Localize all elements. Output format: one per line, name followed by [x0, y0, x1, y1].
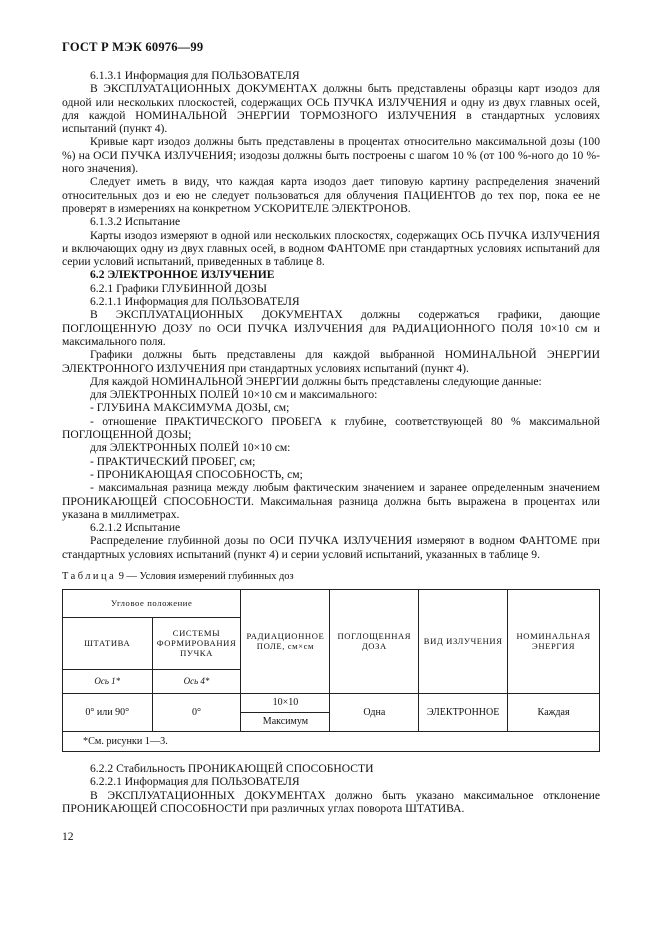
cell-dose: Одна: [330, 693, 419, 731]
header-radiation-field: РАДИАЦИОННОЕ ПОЛЕ, см×см: [241, 589, 330, 693]
paragraph: для ЭЛЕКТРОННЫХ ПОЛЕЙ 10×10 см и максимального:: [90, 388, 378, 402]
section-6-1-3-and-6-2-1: [62, 69, 600, 561]
table-9: [62, 589, 600, 752]
paragraph: - максимальная разница между любым фактическим значением и заранее определенным значением ПРОНИКАЮЩЕЙ СПОСОБНОСТИ. Максимальная разница должна быть выражена в процентах или указана в миллиметрах.: [62, 481, 600, 521]
paragraph: Распределение глубинной дозы по ОСИ ПУЧКА ИЗЛУЧЕНИЯ измеряют в водном ФАНТОМЕ при стандартных условиях испытаний (пункт 4) и серии условий испытаний, указанных в таблице 9.: [62, 534, 600, 561]
section-heading: 6.2.1.1 Информация для ПОЛЬЗОВАТЕЛЯ: [90, 295, 300, 309]
cell-field-max: Максимум: [241, 712, 330, 731]
paragraph: Кривые карт изодоз должны быть представлены в процентах относительно максимальной дозы (100 %) на ОСИ ПУЧКА ИЗЛУЧЕНИЯ; изодозы должны быть построены с шагом 10 % (от 100 %-ного до 10 %-ного значения).: [62, 135, 600, 176]
header-gantry: ШТАТИВА: [63, 617, 153, 669]
header-nominal-energy: НОМИНАЛЬНАЯ ЭНЕРГИЯ: [508, 589, 600, 693]
header-beam-system: СИСТЕМЫ ФОРМИРОВАНИЯ ПУЧКА: [152, 617, 241, 669]
paragraph: Следует иметь в виду, что каждая карта изодоз дает типовую картину распределения значений относительных доз и ею не следует пользоваться для облучения ПАЦИЕНТОВ до тех пор, пока ее не проверят в измерениях на конкретном УСКОРИТЕЛЕ ЭЛЕКТРОНОВ.: [62, 175, 600, 215]
section-heading: 6.2.1 Графики ГЛУБИННОЙ ДОЗЫ: [90, 281, 267, 295]
paragraph: - ПРОНИКАЮЩАЯ СПОСОБНОСТЬ, см;: [90, 467, 303, 481]
paragraph: Графики должны быть представлены для каждой выбранной НОМИНАЛЬНОЙ ЭНЕРГИИ ЭЛЕКТРОННОГО ИЗЛУЧЕНИЯ при стандартных условиях испытаний (пункт 4).: [62, 348, 600, 375]
table-caption: [62, 571, 600, 582]
cell-radiation-type: ЭЛЕКТРОННОЕ: [419, 693, 508, 731]
section-6-2-2: [62, 762, 600, 815]
section-heading: 6.1.3.1 Информация для ПОЛЬЗОВАТЕЛЯ: [90, 69, 300, 82]
header-angular-position: Угловое положение: [63, 589, 241, 617]
cell-gantry-angle: 0° или 90°: [63, 693, 153, 731]
paragraph: Карты изодоз измеряют в одной или нескольких плоскостях, содержащих ОСЬ ПУЧКА ИЗЛУЧЕНИЯ и включающих одну из двух главных осей, в водном ФАНТОМЕ при стандартных условиях испытаний для серии условий испытаний, приведенных в таблице 8.: [62, 228, 600, 269]
section-heading: 6.1.3.2 Испытание: [90, 215, 181, 229]
standard-header: ГОСТ Р МЭК 60976—99: [62, 40, 204, 54]
table-caption-word: Таблица: [62, 570, 117, 582]
section-heading: 6.2.2 Стабильность ПРОНИКАЮЩЕЙ СПОСОБНОСТИ: [90, 761, 374, 775]
cell-energy: Каждая: [508, 693, 600, 731]
cell-field-10x10: 10×10: [241, 693, 330, 712]
paragraph: - ПРАКТИЧЕСКИЙ ПРОБЕГ, см;: [90, 454, 256, 468]
header-radiation-type: ВИД ИЗЛУЧЕНИЯ: [419, 589, 508, 693]
document-page: [62, 40, 600, 815]
cell-system-angle: 0°: [152, 693, 241, 731]
paragraph: - ГЛУБИНА МАКСИМУМА ДОЗЫ, см;: [90, 401, 290, 415]
table-footnote: *См. рисунки 1—3.: [63, 731, 600, 751]
header-axis-4: Ось 4*: [152, 669, 241, 693]
header-absorbed-dose: ПОГЛОЩЕННАЯ ДОЗА: [330, 589, 419, 693]
paragraph: В ЭКСПЛУАТАЦИОННЫХ ДОКУМЕНТАХ должны быть представлены образцы карт изодоз для одной или нескольких плоскостей, содержащих ОСЬ ПУЧКА ИЗЛУЧЕНИЯ и одну из двух главных осей, для каждой НОМИНАЛЬНОЙ ЭНЕРГИИ ТОРМОЗНОГО ИЗЛУЧЕНИЯ в стандартных условиях испытаний (пункт 4).: [62, 82, 600, 136]
section-heading: 6.2.1.2 Испытание: [90, 521, 181, 535]
header-axis-1: Ось 1*: [63, 669, 153, 693]
section-heading: 6.2 ЭЛЕКТРОННОЕ ИЗЛУЧЕНИЕ: [90, 268, 275, 282]
page-number: 12: [62, 830, 74, 843]
paragraph: В ЭКСПЛУАТАЦИОННЫХ ДОКУМЕНТАХ должно быть указано максимальное отклонение ПРОНИКАЮЩЕЙ СПОСОБНОСТИ при различных углах поворота ШТАТИВА.: [62, 788, 600, 815]
paragraph: Для каждой НОМИНАЛЬНОЙ ЭНЕРГИИ должны быть представлены следующие данные:: [90, 374, 542, 388]
table-caption-text: 9 — Условия измерений глубинных доз: [118, 570, 294, 582]
section-heading: 6.2.2.1 Информация для ПОЛЬЗОВАТЕЛЯ: [90, 775, 300, 789]
paragraph: В ЭКСПЛУАТАЦИОННЫХ ДОКУМЕНТАХ должны содержаться графики, дающие ПОГЛОЩЕННУЮ ДОЗУ по ОСИ ПУЧКА ИЗЛУЧЕНИЯ для РАДИАЦИОННОГО ПОЛЯ 10×10 см и максимального поля.: [62, 308, 600, 348]
paragraph: - отношение ПРАКТИЧЕСКОГО ПРОБЕГА к глубине, соответствующей 80 % максимальной ПОГЛОЩЕННОЙ ДОЗЫ;: [62, 414, 600, 442]
paragraph: для ЭЛЕКТРОННЫХ ПОЛЕЙ 10×10 см:: [90, 441, 291, 455]
